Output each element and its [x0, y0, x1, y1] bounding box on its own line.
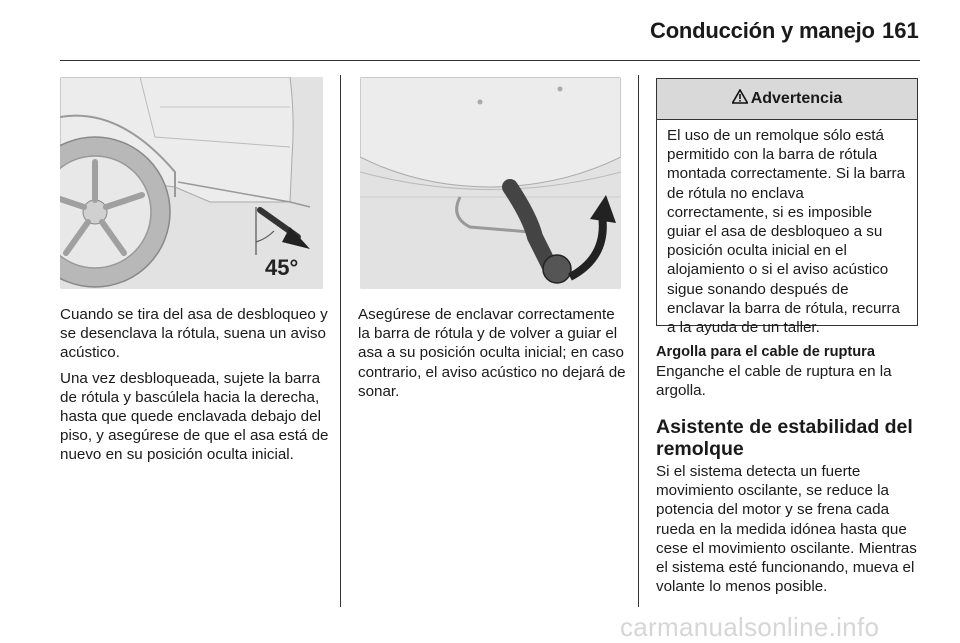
section-heading: Asistente de estabilidad del remolque [656, 416, 913, 460]
col1-paragraph-2: Una vez desbloqueada, sujete la barra de rótula y bascúlela hacia la derecha, hasta que quede enclavada debajo del piso, y asegúrese de que el asa está de nuevo en su posición oculta inicial. [60, 369, 329, 464]
angle-label: 45° [265, 255, 299, 280]
column-divider-left [340, 75, 341, 607]
rear-wheel-illustration [60, 77, 323, 289]
watermark: carmanualsonline.info [620, 612, 880, 642]
warning-triangle-icon [732, 89, 748, 109]
section-text: Si el sistema detecta un fuerte movimiento oscilante, se reduce la potencia del motor y se frena cada rueda en la medida idónea hasta que cese el movimiento oscilante. Mientras el sistema esté funcionando, mueva el volante lo menos posible. [656, 463, 917, 596]
col1-paragraph-1: Cuando se tira del asa de desbloqueo y se desenclava la rótula, suena un aviso acústico. [60, 306, 328, 362]
warning-header [657, 79, 917, 120]
warning-box [656, 78, 918, 337]
page-title: Conducción y manejo [650, 18, 875, 43]
tow-bar-illustration [360, 77, 621, 289]
subheading-text: Enganche el cable de ruptura en la argolla. [656, 363, 892, 400]
warning-text: El uso de un remolque sólo está permitido con la barra de rótula montada correctamente. Si la barra de rótula no enclava correctamente, si es imposible guiar el asa de desbloqueo a su posición oculta inicial en el alojamiento o si el aviso acústico sigue sonando después de enclavar la barra de rótula, recurra a la ayuda de un taller. [667, 127, 906, 337]
col3-subsection [656, 343, 924, 401]
header-divider [60, 60, 920, 61]
col1-text [60, 305, 330, 471]
col2-paragraph-1: Asegúrese de enclavar correctamente la barra de rótula y de volver a guiar el asa a su posición oculta inicial; en caso contrario, el aviso acústico no dejará de sonar. [358, 306, 626, 400]
column-divider-right [638, 75, 639, 607]
col2-text [358, 305, 626, 407]
warning-title: Advertencia [750, 90, 843, 107]
subheading: Argolla para el cable de ruptura [656, 344, 875, 360]
page-number: 161 [882, 18, 919, 43]
